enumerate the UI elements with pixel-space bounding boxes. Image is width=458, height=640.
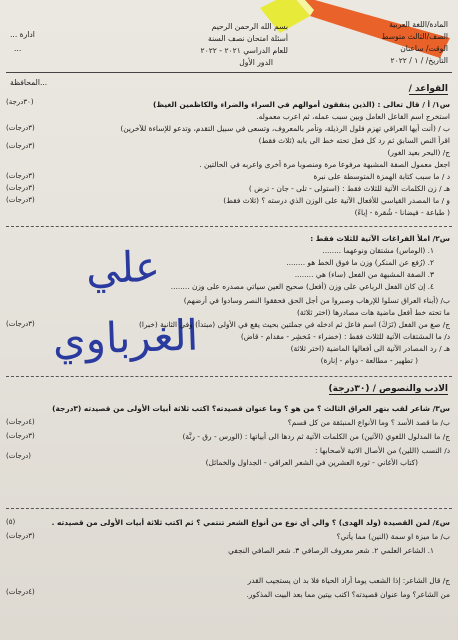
divider xyxy=(6,376,452,377)
question-line: د/ ما المشتقات الآتية للثلاث فقط : (خضراء - مُخشِر - مقدام - قاض) xyxy=(240,332,450,341)
handwritten-signature: علي الغرباوي xyxy=(51,241,200,365)
question-line: ٤. إن كان الفعل الرباعي على وزن (أفعل) صحيح العين سياتي مصدره على وزن ........ xyxy=(170,282,434,291)
question-line: اقرأ النص السابق ثم رد كل فعل تحته خط الى بابه (ثلاث فقط) xyxy=(258,136,450,145)
header-admin: ادارة ... xyxy=(10,30,35,39)
mark: (٣درجات) xyxy=(6,184,35,192)
question-line: د / ما سبب كتابة الهمزة المتوسطة على نبرة xyxy=(313,172,450,181)
question-line: ما تحته خط أفعل ماضية هات مصادرها (اختر ثلاثة) xyxy=(297,308,450,317)
header-date: التاريخ/ / ١ / ٢٠٢٢ xyxy=(390,56,448,65)
question-line: استخرج اسم الفاعل العامل وبين سبب عمله، ثم اعرب معموله. xyxy=(256,112,450,121)
question-line: ١. الشاعر العلمي ٢. شعر معروف الرصافي ٣. شعر الصافي النجفي xyxy=(228,546,434,555)
question-line: ٣. الصفة المشبهة من الفعل (ساء) هي ........ xyxy=(294,270,434,279)
question-line: س٣/ شاعر لقب بنهر العراق الثالث ؟ من هو ؟ وما عنوان قصيدته؟ اكتب ثلاثة أبيات الأولى من قصيدته (٣درجة) xyxy=(52,404,450,413)
question-line: ٢. (رُفع عن المنكر) وزن ما فوق الخط هو ........ xyxy=(286,258,434,267)
header-divider xyxy=(6,72,452,73)
question-line: ب/ ما قصد الأسد ؟ وما الأنواع المنبثقة من كل قسم؟ xyxy=(287,418,450,427)
divider xyxy=(6,226,452,227)
mark: (٣درجات) xyxy=(6,124,35,132)
question-line: ج/ قال الشاعر: إذا الشعب يوما أراد الحياة فلا بد ان يستجيب القدر xyxy=(247,576,450,585)
header-governorate: ...المحافظة xyxy=(10,78,48,87)
header-time: الوقت/ ساعتان xyxy=(400,44,448,53)
question-line: د/ النسب (اللين) من الأصال الاتية لأصحابها : xyxy=(315,446,450,455)
question-line: س٢/ املأ الفراغات الآتية للثلاث فقط : xyxy=(310,234,450,243)
mark: (٤درجات) xyxy=(6,418,35,426)
mark: (درجات) xyxy=(6,452,32,460)
question-line: ج/ ما المدلول اللغوي (الآتين) من الكلمات الآتية ثم ردها الى أبياتها : (الورس - رق - رنَّة) xyxy=(182,432,450,441)
question-line: (كتاب الأغاني - ثورة العشرين في الشعر العراقي - الجداول والخمائل) xyxy=(205,458,418,467)
header-year: للعام الدراسي ٢٠٢١ - ٢٠٢٢ xyxy=(200,46,288,55)
question-line: ج/ (البحر بعيد الغور) xyxy=(387,148,450,157)
mark: (٣درجات) xyxy=(6,432,35,440)
mark: (٣درجات) xyxy=(6,172,35,180)
header-basmala: بسم الله الرحمن الرحيم xyxy=(211,22,288,31)
header-round: الدور الأول xyxy=(239,58,273,67)
header-subject: المادة/اللغة العربية xyxy=(389,20,448,29)
header-admin-2: ... xyxy=(14,44,22,53)
q1-total-mark: (٣٠درجة) xyxy=(6,98,34,106)
question-line: ب/ ما ميزة او سمة (النين) مما يأتي؟ xyxy=(336,532,450,541)
question-line: هـ / رد المصادر الآتية الى أفعالها الماضية (اختر ثلاثة) xyxy=(290,344,450,353)
question-line: س١/ أ / قال تعالى : (الذين ينفقون أموالهم في السراء والضراء والكاظمين الغيظ) xyxy=(152,100,450,109)
question-line: ب / (أنت أيها العراقي تهزم فلول الرذيلة، وتأمر بالمعروف، وتسعى في سبيل التقدم، وتدعو للإساءة للآخرين) xyxy=(120,124,450,133)
question-line: ج/ صغ من الفعل (تَرَكَ) اسم فاعل ثم ادخله في جملتين بحيث يقع في الأولى (مبتدأ) وفي الثانية (خبرا) xyxy=(139,320,450,329)
divider xyxy=(6,508,452,509)
question-line: ( تطهير - مطالعة - دوام - إنارة) xyxy=(320,356,418,365)
section-rules-title: القواعد / xyxy=(408,84,448,94)
section-literature-title: الادب والنصوص / (٣٠درجة) xyxy=(328,384,448,394)
header-exam-title: أسئلة امتحان نصف السنة xyxy=(208,34,288,43)
header-grade: الصف/الثالث متوسط xyxy=(381,32,448,41)
question-line: اجعل معمول الصفة المشبهة مرفوعا مرة ومنصوبا مرة أخرى واعربه في الحالتين . xyxy=(199,160,450,169)
question-line: هـ / زن الكلمات الآتية للثلاث فقط : (استولى - تلى - جان - ترض ) xyxy=(248,184,450,193)
mark: (٣درجات) xyxy=(6,196,35,204)
mark: (٣درجات) xyxy=(6,142,35,150)
mark: (٥) xyxy=(6,518,16,526)
question-line: ١. (الوماس) مشتقان ونوعهما ........ xyxy=(322,246,434,255)
mark: (٣درجات) xyxy=(6,532,35,540)
question-line: من الشاعر؟ وما عنوان قصيدته؟ اكتب بيتين مما بعد البيت المذكور. xyxy=(246,590,450,599)
question-line: س٤/ لمن القصيدة (ولد الهدى) ؟ والي أي نوع من أنواع الشعر تنتمي ؟ ثم اكتب ثلاثة أبيات الأولى من قصيدته . xyxy=(51,518,450,527)
question-line: ب/ (أبناء العراق تسلوا للإرهاب وصبروا من أجل الحق فحققوا النصر وسادوا في أرضهم) xyxy=(183,296,450,305)
mark: (٣درجات) xyxy=(6,320,35,328)
question-line: و / ما المصدر القياسي للأفعال الآتية على الوزن الذي درسته ؟ (ثلاث فقط) xyxy=(223,196,450,205)
mark: (٤درجات) xyxy=(6,588,35,596)
question-line: ( طباعة - فيضانا - شُقرة - إباءً) xyxy=(354,208,450,217)
